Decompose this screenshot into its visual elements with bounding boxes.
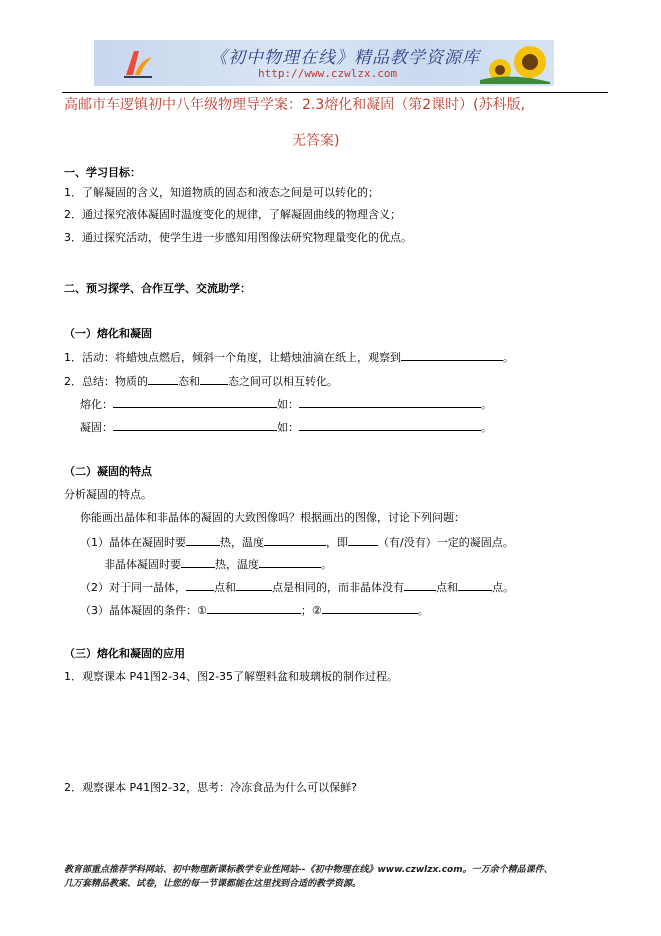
q3-line	[80, 602, 429, 618]
summary-text-b: 态和	[178, 375, 200, 388]
q1b-text-b: 热，温度	[215, 558, 259, 571]
answer-blank[interactable]	[299, 419, 481, 431]
q2-text-b: 点和	[214, 581, 236, 594]
answer-blank[interactable]	[348, 534, 378, 546]
answer-blank[interactable]	[148, 373, 178, 385]
melt-line	[80, 396, 492, 412]
answer-blank[interactable]	[401, 349, 503, 361]
footer-line2: 几万套精品教案、试卷，让您的每一节课都能在这里找到合适的教学资源。	[64, 879, 362, 889]
header-rule	[62, 92, 608, 93]
part1-heading: （一）熔化和凝固	[64, 327, 152, 340]
answer-blank[interactable]	[113, 419, 277, 431]
activity-line	[64, 349, 514, 365]
answer-blank[interactable]	[458, 579, 492, 591]
q1b-text-a: 非晶体凝固时要	[104, 558, 181, 571]
answer-blank[interactable]	[181, 556, 215, 568]
q2-line	[80, 579, 514, 595]
example-label: 如：	[277, 398, 299, 411]
section1-heading: 一、学习目标：	[64, 166, 141, 179]
answer-blank[interactable]	[404, 579, 436, 591]
section2-heading: 二、预习探学、合作互学、交流助学：	[64, 282, 251, 295]
part2-intro: 分析凝固的特点。	[64, 488, 152, 501]
period: 。	[481, 398, 492, 411]
header-banner	[94, 40, 554, 86]
q1-text-c: ，即	[326, 536, 348, 549]
period: 。	[503, 351, 514, 364]
q1-text-b: 热，温度	[220, 536, 264, 549]
doc-title-line2: 无答案)	[292, 133, 340, 149]
q2-text-e: 点。	[492, 581, 514, 594]
answer-blank[interactable]	[113, 396, 277, 408]
answer-blank[interactable]	[236, 579, 272, 591]
q1-text-d: （有/没有）一定的凝固点。	[378, 536, 514, 549]
doc-title-line1: 高邮市车逻镇初中八年级物理导学案：2.3熔化和凝固（第2课时）(苏科版,	[64, 97, 526, 113]
period: 。	[481, 421, 492, 434]
q3-text-a: （3）晶体凝固的条件：①	[80, 604, 207, 617]
q1b-line	[104, 556, 332, 572]
footer-line1: 教育部重点推荐学科网站、初中物理新课标教学专业性网站--《初中物理在线》www.czwlzx.com。一万余个精品课件、	[64, 865, 553, 875]
application-item-1: 1．观察课本 P41图2-34、图2-35了解塑料盆和玻璃板的制作过程。	[64, 670, 399, 683]
part3-heading: （三）熔化和凝固的应用	[64, 647, 185, 660]
sunflower-icon	[480, 42, 550, 84]
objective-3: 3．通过探究活动，使学生进一步感知用图像法研究物理量变化的优点。	[64, 231, 412, 244]
period: 。	[321, 558, 332, 571]
banner-title: 《初中物理在线》精品教学资源库	[210, 48, 480, 68]
summary-line	[64, 373, 338, 389]
summary-text-a: 2．总结：物质的	[64, 375, 148, 388]
answer-blank[interactable]	[186, 579, 214, 591]
answer-blank[interactable]	[207, 602, 301, 614]
answer-blank[interactable]	[186, 534, 220, 546]
objective-1: 1．了解凝固的含义，知道物质的固态和液态之间是可以转化的；	[64, 186, 379, 199]
activity-text: 1．活动：将蜡烛点燃后，倾斜一个角度，让蜡烛油滴在纸上，观察到	[64, 351, 401, 364]
answer-blank[interactable]	[200, 373, 228, 385]
site-logo-icon	[120, 45, 156, 81]
objective-2: 2．通过探究液体凝固时温度变化的规律，了解凝固曲线的物理含义；	[64, 208, 401, 221]
answer-blank[interactable]	[264, 534, 326, 546]
q2-text-d: 点和	[436, 581, 458, 594]
freeze-label: 凝固：	[80, 421, 113, 434]
q3-text-b: ；②	[300, 604, 322, 617]
example-label: 如：	[277, 421, 299, 434]
answer-blank[interactable]	[299, 396, 481, 408]
answer-blank[interactable]	[259, 556, 321, 568]
period: 。	[417, 604, 429, 617]
freeze-line	[80, 419, 492, 435]
q1-line	[80, 534, 514, 550]
part2-heading: （二）凝固的特点	[64, 465, 152, 478]
application-item-2: 2．观察课本 P41图2-32，思考：冷冻食品为什么可以保鲜?	[64, 781, 357, 794]
answer-blank[interactable]	[322, 602, 418, 614]
part2-question: 你能画出晶体和非晶体的凝固的大致图像吗？根据画出的图像，讨论下列问题：	[80, 511, 465, 524]
q2-text-c: 点是相同的，而非晶体没有	[272, 581, 404, 594]
q2-text-a: （2）对于同一晶体，	[80, 581, 186, 594]
summary-text-c: 态之间可以相互转化。	[228, 375, 338, 388]
q1-text-a: （1）晶体在凝固时要	[80, 536, 186, 549]
melt-label: 熔化：	[80, 398, 113, 411]
banner-url[interactable]: http://www.czwlzx.com	[258, 67, 398, 80]
